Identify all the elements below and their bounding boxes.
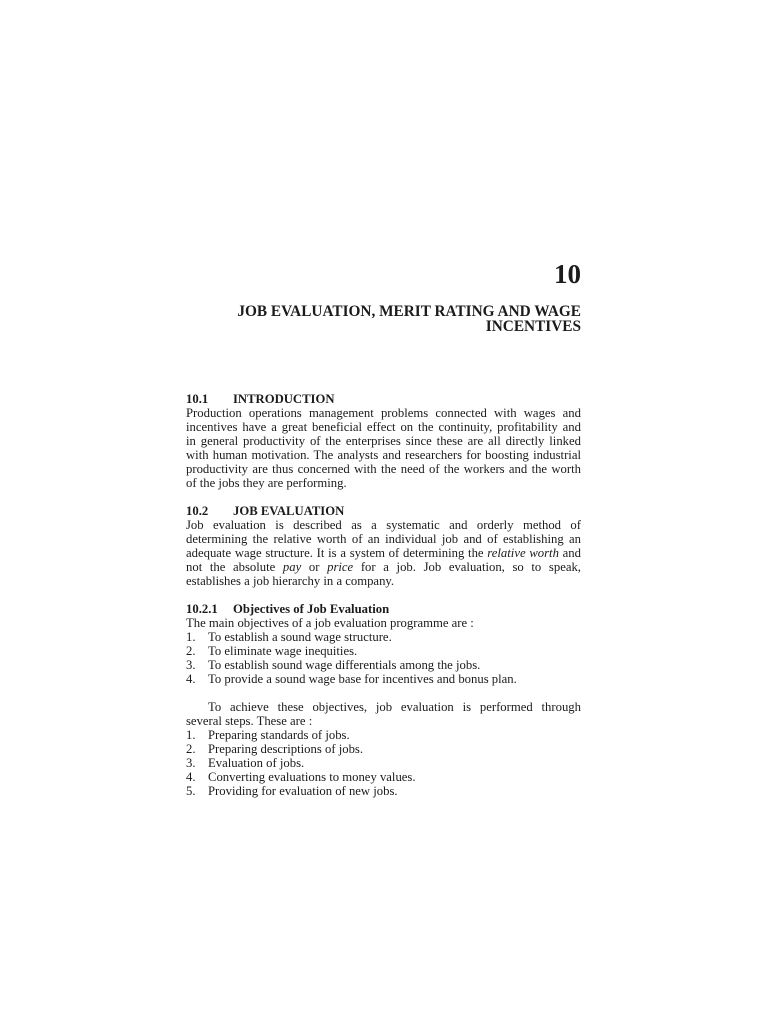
list-item (186, 756, 581, 770)
emphasis-text: relative worth (487, 546, 559, 560)
section-title: JOB EVALUATION (233, 504, 345, 518)
paragraph (186, 700, 581, 728)
list-item (186, 728, 581, 742)
list-marker: 3. (186, 756, 196, 770)
list-item-text: Providing for evaluation of new jobs. (208, 784, 398, 798)
list-item-text: To eliminate wage inequities. (208, 644, 358, 658)
paragraph-line: incentives have a great beneficial effect on the continuity, profitability and (186, 420, 581, 434)
list-marker: 3. (186, 658, 196, 672)
list-item (186, 644, 581, 658)
paragraph (186, 406, 581, 490)
steps-list (186, 728, 581, 798)
list-item (186, 672, 581, 686)
objectives-list (186, 630, 581, 686)
subsection-title: Objectives of Job Evaluation (233, 602, 390, 616)
section-number: 10.1 (186, 392, 209, 406)
paragraph-line (186, 560, 581, 574)
paragraph (186, 518, 581, 588)
paragraph-line: To achieve these objectives, job evaluation is performed through (208, 700, 581, 714)
list-item-text: Preparing descriptions of jobs. (208, 742, 364, 756)
subsection-objectives (186, 602, 581, 798)
section-title: INTRODUCTION (233, 392, 335, 406)
list-marker: 1. (186, 728, 196, 742)
list-marker: 4. (186, 672, 196, 686)
paragraph-line (186, 546, 581, 560)
paragraph-line: several steps. These are : (186, 714, 313, 728)
section-heading (186, 392, 581, 406)
text-segment: or (301, 560, 328, 574)
list-item (186, 742, 581, 756)
paragraph-line: of the jobs they are performing. (186, 476, 347, 490)
list-marker: 2. (186, 644, 196, 658)
section-heading (186, 504, 581, 518)
paragraph-line: Job evaluation is described as a systematic and orderly method of (186, 518, 581, 532)
chapter-title: JOB EVALUATION, MERIT RATING AND WAGE INCENTIVES (237, 303, 581, 335)
list-item-text: Converting evaluations to money values. (208, 770, 416, 784)
paragraph-line: determining the relative worth of an individual job and of establishing an (186, 532, 581, 546)
list-item-text: Evaluation of jobs. (208, 756, 305, 770)
section-job-evaluation (186, 504, 581, 798)
section-number: 10.2 (186, 504, 209, 518)
emphasis-text: pay (282, 560, 302, 574)
list-item (186, 658, 581, 672)
paragraph-line: establishes a job hierarchy in a company. (186, 574, 395, 588)
subsection-heading (186, 602, 581, 616)
emphasis-text: price (327, 560, 354, 574)
list-marker: 2. (186, 742, 196, 756)
text-segment: for a job. Job evaluation, so to speak, (353, 560, 581, 574)
chapter-body (186, 392, 581, 798)
paragraph-line: productivity are thus concerned with the need of the workers and the worth (186, 462, 581, 476)
section-introduction (186, 392, 581, 490)
paragraph-line: Production operations management problems connected with wages and (186, 406, 581, 420)
list-marker: 1. (186, 630, 196, 644)
list-item (186, 630, 581, 644)
list-item-text: To provide a sound wage base for incentives and bonus plan. (208, 672, 517, 686)
list-item-text: Preparing standards of jobs. (208, 728, 350, 742)
chapter-number: 10 (554, 259, 581, 289)
list-item (186, 784, 581, 798)
text-segment: and (558, 546, 581, 560)
list-item (186, 770, 581, 784)
list-item-text: To establish a sound wage structure. (208, 630, 392, 644)
list-marker: 4. (186, 770, 196, 784)
list-marker: 5. (186, 784, 196, 798)
text-segment: adequate wage structure. It is a system of determining the (186, 546, 488, 560)
paragraph-line: in general productivity of the enterprises since these are all directly linked (186, 434, 581, 448)
list-item-text: To establish sound wage differentials among the jobs. (208, 658, 481, 672)
subsection-number: 10.2.1 (186, 602, 218, 616)
list-intro: The main objectives of a job evaluation programme are : (186, 616, 474, 630)
paragraph-line: with human motivation. The analysts and researchers for boosting industrial (186, 448, 581, 462)
text-segment: not the absolute (186, 560, 283, 574)
